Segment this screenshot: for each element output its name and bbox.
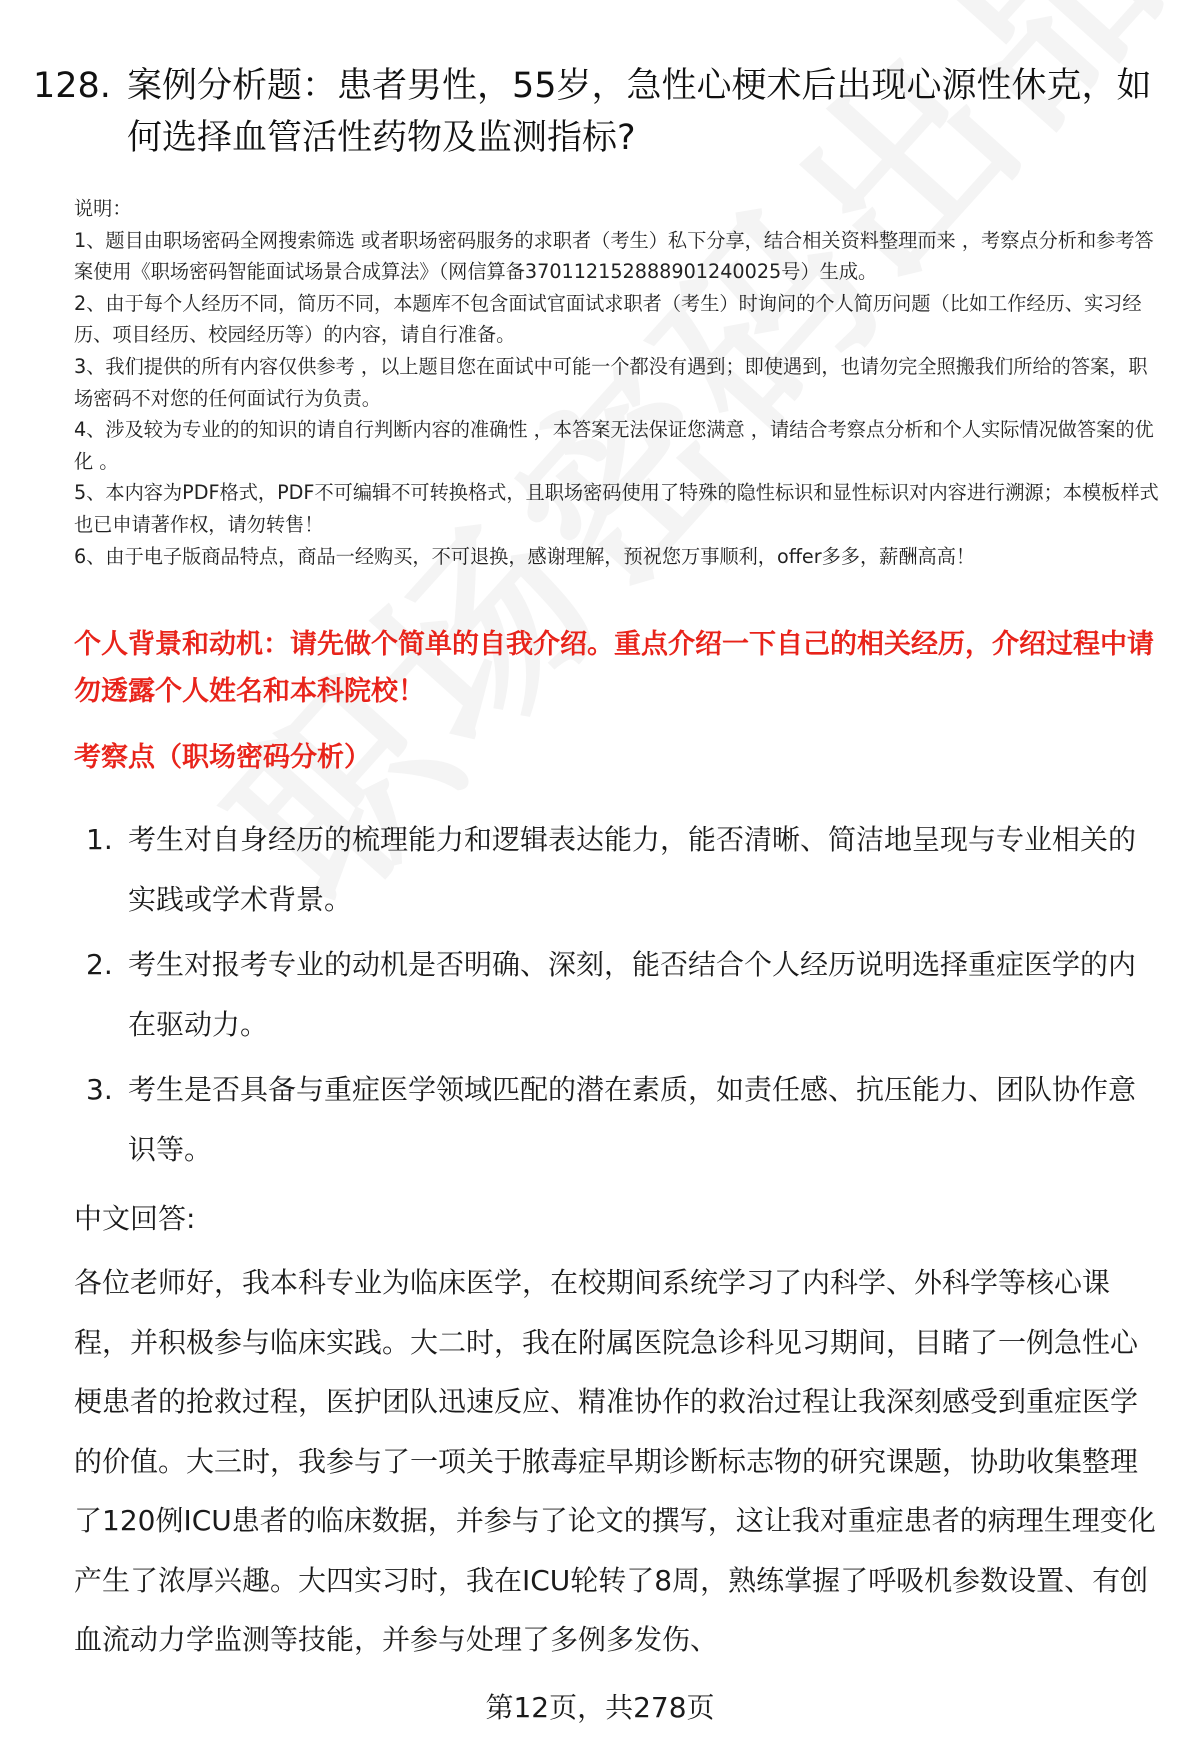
list-item-text: 考生对自身经历的梳理能力和逻辑表达能力，能否清晰、简洁地呈现与专业相关的实践或学术背景。 xyxy=(128,823,1137,916)
note-item: 5、本内容为PDF格式，PDF不可编辑不可转换格式，且职场密码使用了特殊的隐性标识和显性标识对内容进行溯源；本模板样式也已申请著作权，请勿转售！ xyxy=(74,481,1159,536)
list-item-index: 2. xyxy=(86,948,113,981)
notes-section xyxy=(74,193,1164,572)
kaocha-heading: 考察点（职场密码分析） xyxy=(74,742,371,773)
list-item-text: 考生对报考专业的动机是否明确、深刻，能否结合个人经历说明选择重症医学的内在驱动力。 xyxy=(128,948,1137,1041)
background-heading: 个人背景和动机：请先做个简单的自我介绍。重点介绍一下自己的相关经历，介绍过程中请勿透露个人姓名和本科院校！ xyxy=(74,629,1154,707)
list-item xyxy=(74,810,1154,930)
question-number: 128. xyxy=(33,66,111,106)
list-item xyxy=(74,1060,1154,1180)
note-item: 3、我们提供的所有内容仅供参考 ，以上题目您在面试中可能一个都没有遇到；即使遇到，也请勿完全照搬我们所给的答案，职场密码不对您的任何面试行为负责。 xyxy=(74,354,1148,410)
list-item xyxy=(74,935,1154,1055)
question-title xyxy=(33,60,1173,164)
answer-body: 各位老师好，我本科专业为临床医学，在校期间系统学习了内科学、外科学等核心课程，并积极参与临床实践。大二时，我在附属医院急诊科见习期间，目睹了一例急性心梗患者的抢救过程，医护团队迅速反应、精准协作的救治过程让我深刻感受到重症医学的价值。大三时，我参与了一项关于脓毒症早期诊断标志物的研究课题，协助收集整理了120例ICU患者的临床数据，并参与了论文的撰写，这让我对重症患者的病理生理变化产生了浓厚兴趣。大四实习时，我在ICU轮转了8周，熟练掌握了呼吸机参数设置、有创血流动力学监测等技能，并参与处理了多例多发伤、 xyxy=(74,1266,1156,1656)
notes-title: 说明： xyxy=(74,197,132,220)
note-item: 1、题目由职场密码全网搜索筛选 或者职场密码服务的求职者（考生）私下分享，结合相关资料整理而来 ，考察点分析和参考答案使用《职场密码智能面试场景合成算法》（网信算备370112152888901240025号）生成。 xyxy=(74,228,1154,284)
note-item: 6、由于电子版商品特点，商品一经购买，不可退换，感谢理解，预祝您万事顺利，offer多多，薪酬高高！ xyxy=(74,544,976,568)
question-text: 案例分析题：患者男性，55岁，急性心梗术后出现心源性休克，如何选择血管活性药物及监测指标? xyxy=(127,66,1152,158)
answer-label: 中文回答: xyxy=(74,1202,196,1235)
note-item: 4、涉及较为专业的的知识的请自行判断内容的准确性 ，本答案无法保证您满意 ，请结合考察点分析和个人实际情况做答案的优化 。 xyxy=(74,418,1154,473)
page-footer: 第12页，共278页 xyxy=(485,1691,715,1724)
list-item-index: 3. xyxy=(86,1073,113,1106)
list-item-text: 考生是否具备与重症医学领域匹配的潜在素质，如责任感、抗压能力、团队协作意识等。 xyxy=(128,1073,1137,1166)
note-item: 2、由于每个人经历不同，简历不同，本题库不包含面试官面试求职者（考生）时询问的个人简历问题（比如工作经历、实习经历、项目经历、校园经历等）的内容，请自行准备。 xyxy=(74,291,1142,347)
list-item-index: 1. xyxy=(86,823,113,856)
kaocha-points-list xyxy=(74,810,1154,1185)
